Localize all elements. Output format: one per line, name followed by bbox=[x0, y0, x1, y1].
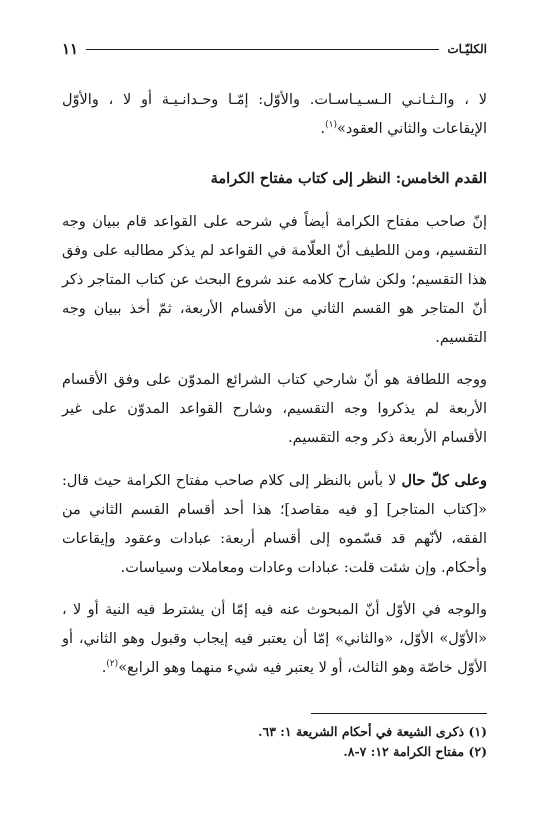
paragraph-text: لا بأس بالنظر إلى كلام صاحب مفتاح الكرامة حيث قال: «[كتاب المتاجر] [و فيه مقاصد]؛ هذا أحد أقسام القسم الثاني من الفقه، لأنّهم قد قسّموه إلى أقسام أربعة: عبادات وعقود وإيقاعات وأحكام. وإن شئت قلت: عبادات وعادات ومعاملات وسياسات. bbox=[62, 473, 487, 576]
footnote-ref: (١) bbox=[325, 120, 338, 131]
paragraph bbox=[62, 86, 487, 144]
body-text bbox=[62, 86, 487, 683]
paragraph-text: لا ، والـثـانـي الـسـيـاسـات. والأوّل: إمّـا وحـدانـيـة أو لا ، والأوّل الإيقاعات والثاني العقود» bbox=[62, 92, 487, 137]
paragraph-end: . bbox=[101, 660, 107, 676]
spacer bbox=[62, 583, 487, 596]
footnote: (٢) مفتاح الكرامة ١٢: ٧-٨. bbox=[343, 744, 487, 759]
spacer bbox=[62, 193, 487, 208]
paragraph: إنّ صاحب مفتاح الكرامة أيضاً في شرحه على القواعد قام ببيان وجه التقسيم، ومن اللطيف أنّ العلّامة في القواعد لم يذكر مطالبه على وفق هذا التقسيم؛ ولكن شارح كلامه عند شروع البحث عن كتاب المتاجر ذكر أنّ المتاجر هو القسم الثاني من الأقسام الأربعة، ثمّ أخذ ببيان وجه التقسيم. bbox=[62, 214, 487, 346]
footnotes bbox=[62, 722, 487, 762]
footnote-ref: (٢) bbox=[106, 659, 119, 670]
paragraph bbox=[62, 596, 487, 683]
footnote-rule bbox=[311, 713, 487, 714]
paragraph: ووجه اللطافة هو أنّ شارحي كتاب الشرائع المدوّن على وفق الأقسام الأربعة لم يذكروا وجه التقسيم، وشارح القواعد المدوّن على غير الأقسام الأربعة ذكر وجه التقسيم. bbox=[62, 372, 487, 446]
spacer bbox=[62, 144, 487, 164]
section-heading: القدم الخامس: النظر إلى كتاب مفتاح الكرامة bbox=[210, 170, 487, 187]
paragraph-text: والوجه في الأوّل أنّ المبحوث عنه فيه إمّا أن يشترط فيه النية أو لا ، «الأوّل» الأوّل، «والثاني» إمّا أن يعتبر فيه إيجاب وقبول وهو الثاني، أو الأوّل خاصّة وهو الثالث، أو لا يعتبر فيه شيء منهما وهو الرابع» bbox=[62, 602, 487, 676]
bold-lead: وعلى كلّ حال bbox=[401, 472, 487, 489]
header-rule bbox=[86, 49, 439, 50]
footnote: (١) ذكرى الشيعة في أحكام الشريعة ١: ٦٣. bbox=[258, 724, 487, 739]
paragraph bbox=[62, 466, 487, 583]
page-number: ١١ bbox=[62, 40, 79, 58]
running-title: الكليّـات bbox=[447, 42, 487, 56]
page-header bbox=[62, 38, 487, 60]
spacer bbox=[62, 453, 487, 466]
spacer bbox=[62, 353, 487, 366]
paragraph-end: . bbox=[320, 121, 326, 137]
